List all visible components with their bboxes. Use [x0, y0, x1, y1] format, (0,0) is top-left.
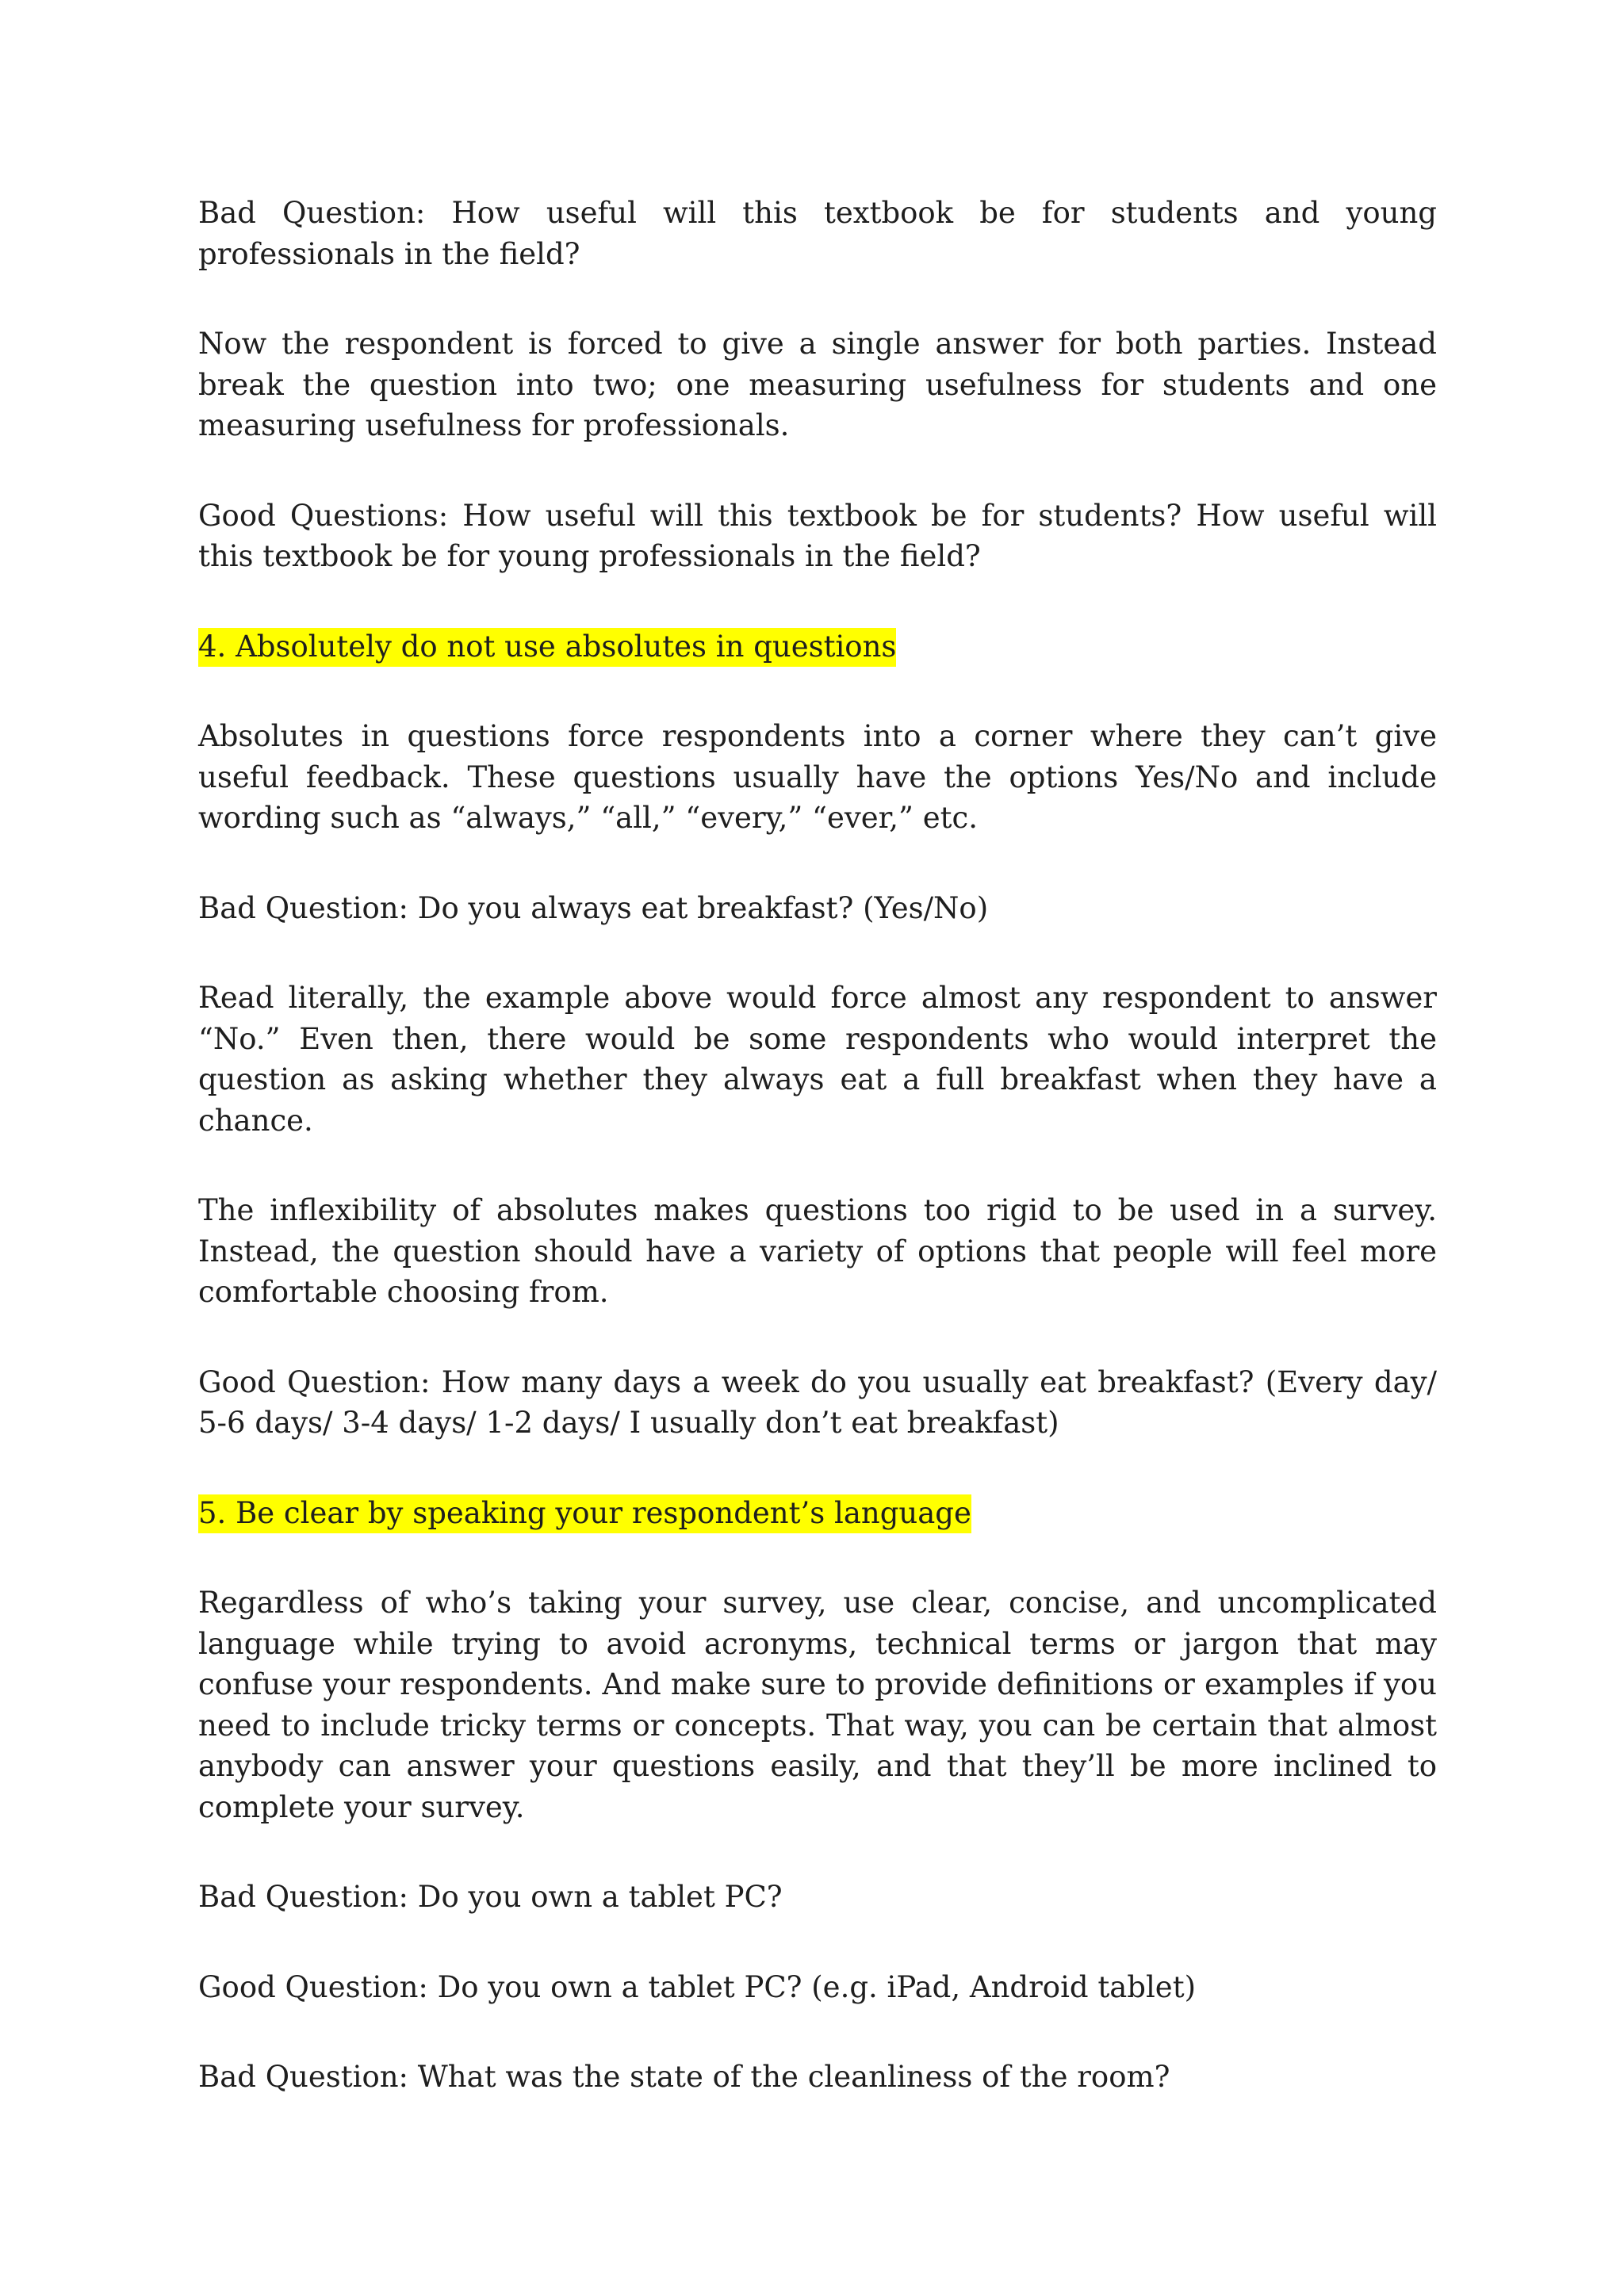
section-heading-absolutes: [198, 626, 1437, 668]
document-body: [198, 193, 1437, 2147]
bad-question-cleanliness: Bad Question: What was the state of the cleanliness of the room?: [198, 2060, 1170, 2094]
inflexibility-explanation: The inflexibility of absolutes makes questions too rigid to be used in a survey. Instead, the question should have a variety of options that people will feel more comfortable choosing from.: [198, 1193, 1437, 1309]
clear-language-explanation: Regardless of who’s taking your survey, use clear, concise, and uncomplicated language while trying to avoid acronyms, technical terms or jargon that may confuse your respondents. And make sure to provide definitions or examples if you need to include tricky terms or concepts. That way, you can be certain that almost anybody can answer your questions easily, and that they’ll be more inclined to complete your survey.: [198, 1586, 1437, 1824]
good-question-breakfast: Good Question: How many days a week do you usually eat breakfast? (Every day/ 5-6 days/ 3-4 days/ 1-2 days/ I usually don’t eat breakfast): [198, 1364, 1437, 1440]
good-questions-textbook: Good Questions: How useful will this textbook be for students? How useful will this textbook be for young professionals in the field?: [198, 498, 1437, 573]
highlighted-heading-text: 4. Absolutely do not use absolutes in questions: [198, 628, 896, 667]
absolutes-explanation: Absolutes in questions force respondents into a corner where they can’t give useful feedback. These questions usually have the options Yes/No and include wording such as “always,” “all,” “every,” “ever,” etc.: [198, 719, 1437, 835]
explanation-single-answer: Now the respondent is forced to give a single answer for both parties. Instead break the question into two; one measuring usefulness for students and one measuring usefulness for professionals.: [198, 327, 1437, 442]
bad-question-tablet: Bad Question: Do you own a tablet PC?: [198, 1880, 783, 1914]
good-question-tablet: Good Question: Do you own a tablet PC? (e.g. iPad, Android tablet): [198, 1969, 1196, 2004]
highlighted-heading-text: 5. Be clear by speaking your respondent’s language: [198, 1494, 971, 1533]
bad-question-textbook: Bad Question: How useful will this textbook be for students and young professionals in the field?: [198, 196, 1437, 271]
bad-question-breakfast: Bad Question: Do you always eat breakfast? (Yes/No): [198, 890, 989, 925]
literal-reading-explanation: Read literally, the example above would force almost any respondent to answer “No.” Even then, there would be some respondents who would interpret the question as asking whether they always eat a full breakfast when they have a chance.: [198, 981, 1437, 1138]
section-heading-language: [198, 1493, 1437, 1534]
